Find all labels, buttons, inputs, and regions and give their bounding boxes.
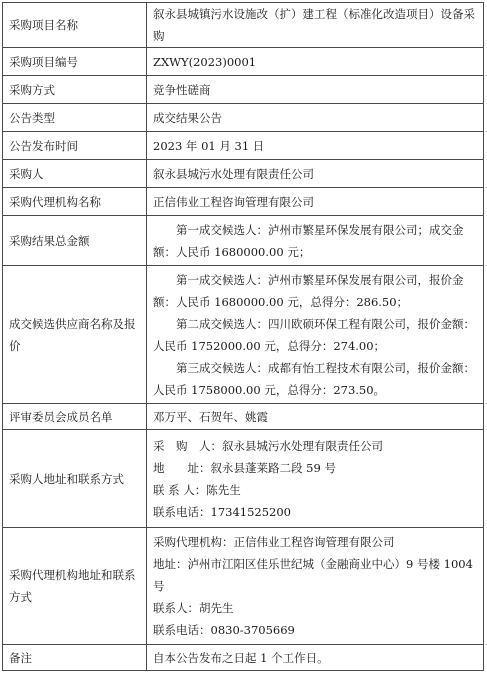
table-row (3, 404, 484, 430)
agency-contact-value (147, 528, 484, 645)
agency-label: 采购代理机构名称 (3, 188, 147, 216)
table-row (3, 216, 484, 266)
result-amount-value: 第一成交候选人：泸州市繁星环保发展有限公司；成交金额：人民币 1680000.00 元； (147, 216, 484, 266)
table-row (3, 132, 484, 160)
remark-label: 备注 (3, 645, 147, 671)
agency-contact-person: 联系人：胡先生 (153, 601, 234, 615)
purchaser-contact-phone: 联系电话：17341525200 (153, 504, 291, 519)
result-amount-label: 采购结果总金额 (3, 216, 147, 266)
purchaser-value: 叙永县城污水处理有限责任公司 (147, 160, 484, 188)
candidate-third: 第三成交候选人：成都有怡工程技术有限公司，报价金额：人民币 1758000.00 元，总得分：273.50。 (153, 360, 475, 397)
table-row (3, 430, 484, 528)
remark-value: 自本公告发布之日起 1 个工作日。 (147, 645, 484, 671)
table-row (3, 188, 484, 216)
purchaser-contact-value (147, 430, 484, 528)
candidates-value (147, 266, 484, 404)
project-name-value: 叙永县城镇污水设施改（扩）建工程（标准化改造项目）设备采购 (147, 3, 484, 48)
purchaser-contact-name: 采 购 人：叙永县城污水处理有限责任公司 (153, 438, 383, 453)
table-row (3, 160, 484, 188)
committee-value: 邓万平、石贺年、姚霞 (147, 404, 484, 430)
table-row (3, 266, 484, 404)
candidate-first: 第一成交候选人：泸州市繁星环保发展有限公司，报价金额：人民币 1680000.00 元，总得分：286.50； (153, 272, 464, 309)
table-row (3, 76, 484, 104)
table-row (3, 645, 484, 671)
method-label: 采购方式 (3, 76, 147, 104)
procurement-result-table (2, 2, 484, 671)
agency-value: 正信伟业工程咨询管理有限公司 (147, 188, 484, 216)
table-row (3, 528, 484, 645)
purchaser-contact-address: 地 址：叙永县蓬莱路二段 59 号 (153, 460, 336, 475)
publish-time-label: 公告发布时间 (3, 132, 147, 160)
table-row (3, 48, 484, 76)
notice-type-value: 成交结果公告 (147, 104, 484, 132)
publish-time-value: 2023 年 01 月 31 日 (147, 132, 484, 160)
project-no-label: 采购项目编号 (3, 48, 147, 76)
table-row (3, 104, 484, 132)
agency-contact-address: 地址：泸州市江阳区佳乐世纪城（金融商业中心）9 号楼 1004 号 (153, 557, 473, 593)
purchaser-contact-person: 联 系 人：陈先生 (153, 482, 241, 497)
agency-contact-label: 采购代理机构地址和联系方式 (3, 528, 147, 645)
committee-label: 评审委员会成员名单 (3, 404, 147, 430)
project-name-label: 采购项目名称 (3, 3, 147, 48)
agency-contact-name: 采购代理机构：正信伟业工程咨询管理有限公司 (153, 535, 395, 549)
method-value: 竞争性磋商 (147, 76, 484, 104)
candidate-second: 第二成交候选人：四川欧硕环保工程有限公司，报价金额：人民币 1752000.00 元，总得分：274.00； (153, 316, 475, 353)
purchaser-label: 采购人 (3, 160, 147, 188)
candidates-label: 成交候选供应商名称及报价 (3, 266, 147, 404)
agency-contact-phone: 联系电话：0830-3705669 (153, 623, 295, 637)
project-no-value: ZXWY(2023)0001 (147, 48, 484, 76)
notice-type-label: 公告类型 (3, 104, 147, 132)
table-row (3, 3, 484, 48)
purchaser-contact-label: 采购人地址和联系方式 (3, 430, 147, 528)
